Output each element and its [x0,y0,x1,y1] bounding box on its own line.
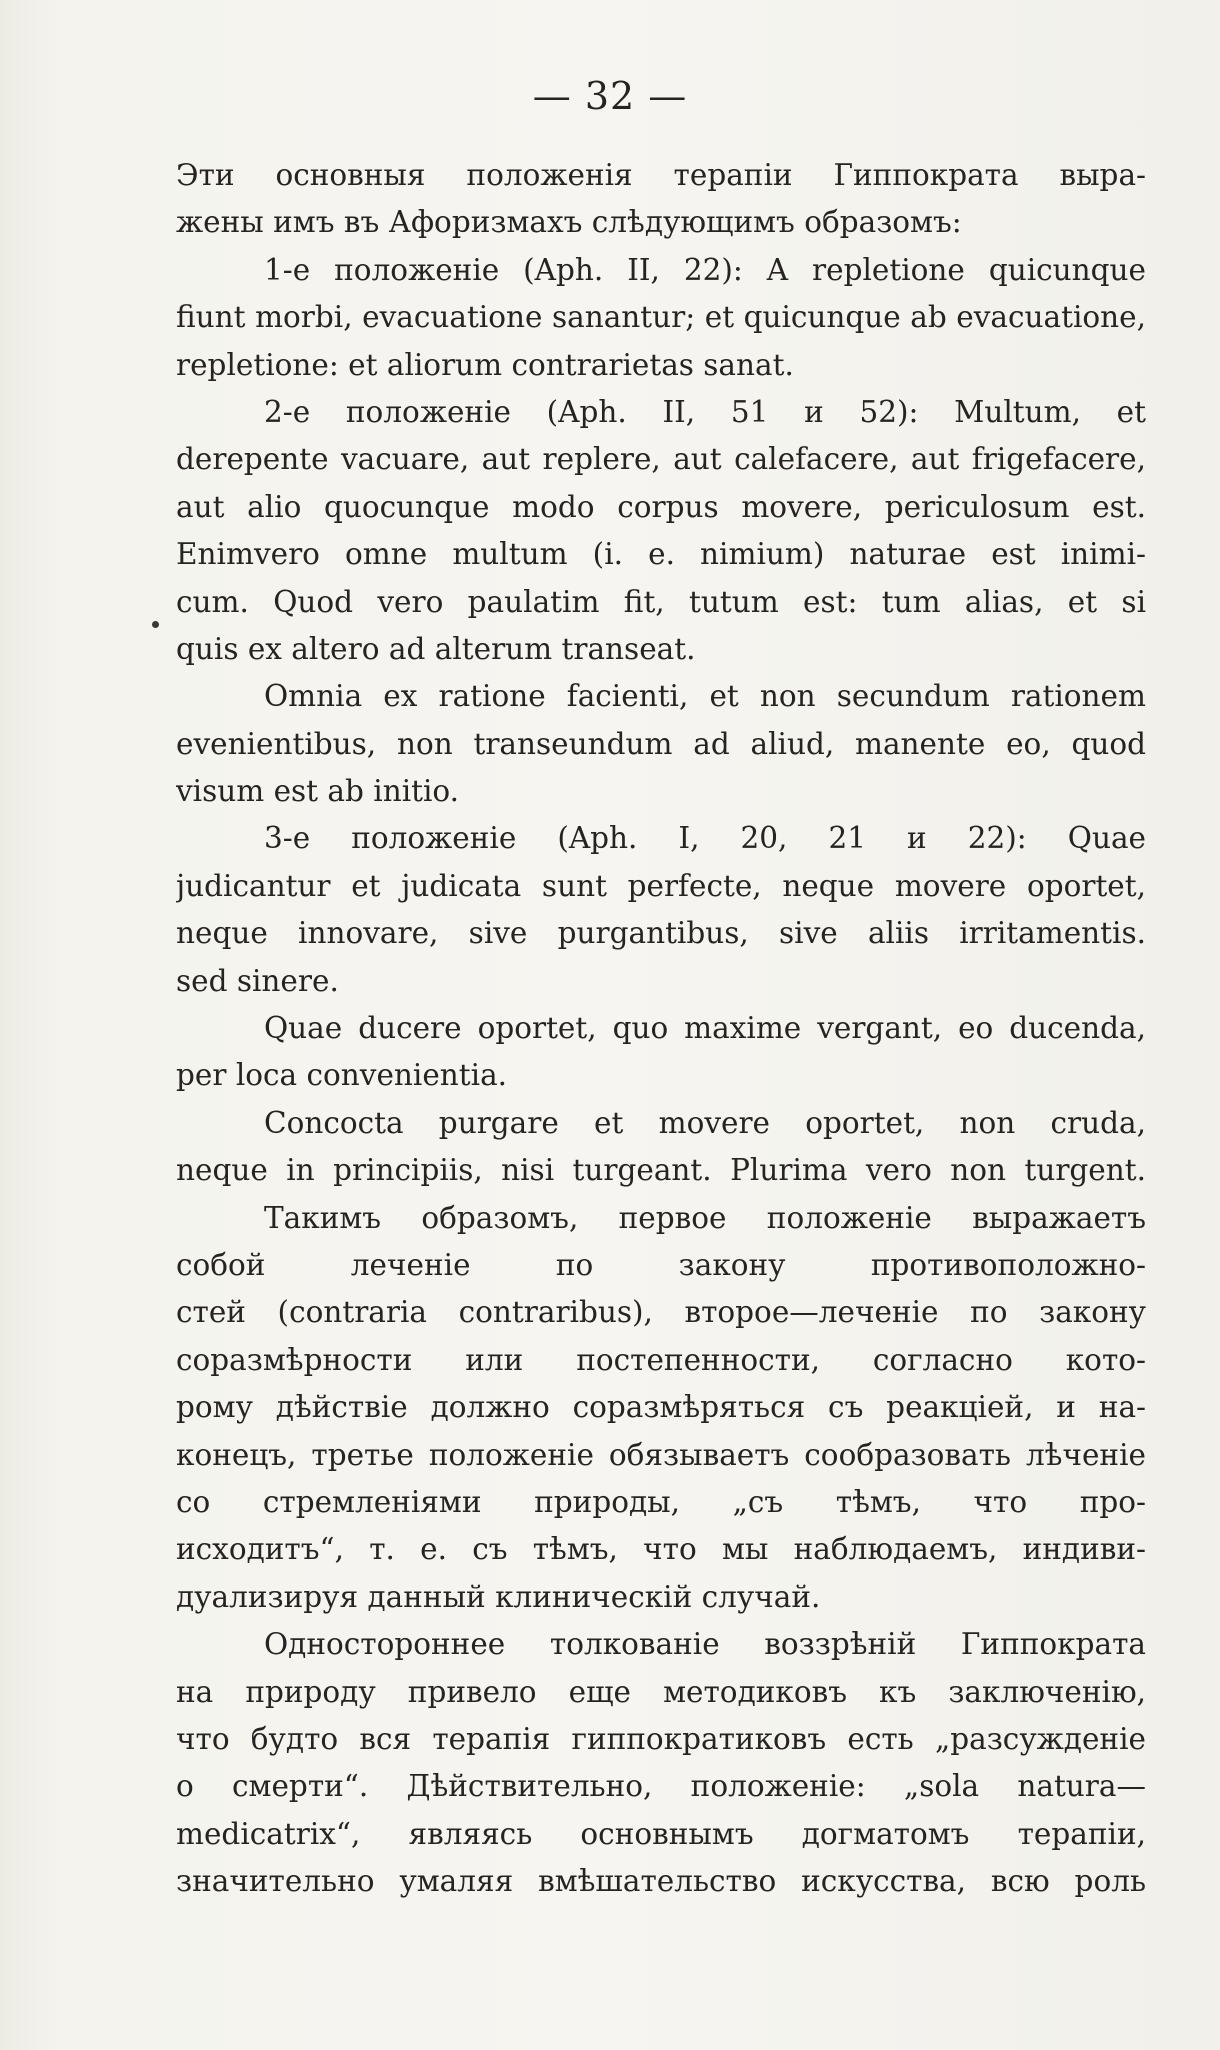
text-line: Эти основныя положенія терапіи Гиппократа выра- [176,158,1146,192]
text-line: neque innovare, sive purgantibus, sive aliis irritamentis. [176,916,1146,951]
text-line: quis ex altero ad alterum transeat. [176,631,696,666]
text-line: Concocta purgare et movere oportet, non cruda, [264,1105,1146,1140]
text-line: fiunt morbi, evacuatione sanantur; et quicunque ab evacuatione, [176,300,1146,335]
text-line: конецъ, третье положеніе обязываетъ сообразовать лѣченіе [176,1437,1146,1472]
text-line: дуализируя данный клиническій случай. [176,1579,821,1614]
text-line: medicatrix“, являясь основнымъ догматомъ терапіи, [176,1816,1146,1851]
text-line: judicantur et judicata sunt perfecte, neque movere oportet, [176,868,1146,903]
text-line: что будто вся терапія гиппократиковъ есть „разсужденіе [176,1721,1146,1756]
text-line: sed sinere. [176,963,339,998]
text-line: исходитъ“, т. е. съ тѣмъ, что мы наблюдаемъ, индиви- [176,1532,1146,1567]
text-line: соразмѣрности или постепенности, согласно кото- [176,1342,1146,1377]
text-line: Omnia ex ratione facienti, et non secundum rationem [264,679,1146,714]
text-line: per loca convenientia. [176,1058,508,1093]
text-line: 1-е положеніе (Aph. II, 22): A repletione quicunque [264,252,1146,287]
text-line: evenientibus, non transeundum ad aliud, manente eo, quod [176,726,1146,761]
page-number: — 32 — [532,74,688,118]
text-line: derepente vacuare, aut replere, aut calefacere, aut frigefacere, [176,442,1146,477]
text-line: Quae ducere oportet, quo maxime vergant, eo ducenda, [264,1011,1146,1046]
text-line: жены имъ въ Афоризмахъ слѣдующимъ образомъ: [176,205,962,240]
text-line: 3-е положеніе (Aph. I, 20, 21 и 22): Quae [264,821,1146,856]
text-line: стей (contraria contraribus), второе—леченіе по закону [176,1295,1146,1330]
text-line: значительно умаляя вмѣшательство искусства, всю роль [176,1864,1146,1899]
body-text [176,152,1146,1905]
text-line: Одностороннее толкованіе воззрѣній Гиппократа [264,1627,1146,1662]
text-line: visum est ab initio. [176,774,460,809]
text-line: рому дѣйствіе должно соразмѣряться съ реакціей, и на- [176,1390,1146,1425]
margin-mark [152,621,159,628]
text-line: 2-е положеніе (Aph. II, 51 и 52): Multum, et [264,394,1146,429]
text-line: со стремленіями природы, „съ тѣмъ, что про- [176,1484,1146,1519]
text-line: собой леченіе по закону противоположно- [176,1247,1146,1282]
text-line: на природу привело еще методиковъ къ заключенію, [176,1674,1146,1709]
text-line: repletione: et aliorum contrarietas sanat. [176,347,794,382]
text-line: Enimvero omne multum (i. e. nimium) naturae est inimi- [176,537,1146,572]
text-line: neque in principiis, nisi turgeant. Plurima vero non turgent. [176,1153,1146,1188]
text-line: aut alio quocunque modo corpus movere, periculosum est. [176,489,1146,524]
text-line: cum. Quod vero paulatim fit, tutum est: tum alias, et si [176,584,1146,619]
text-line: Такимъ образомъ, первое положеніе выражаетъ [264,1200,1146,1235]
text-line: о смерти“. Дѣйствительно, положеніе: „sola natura— [176,1769,1146,1804]
